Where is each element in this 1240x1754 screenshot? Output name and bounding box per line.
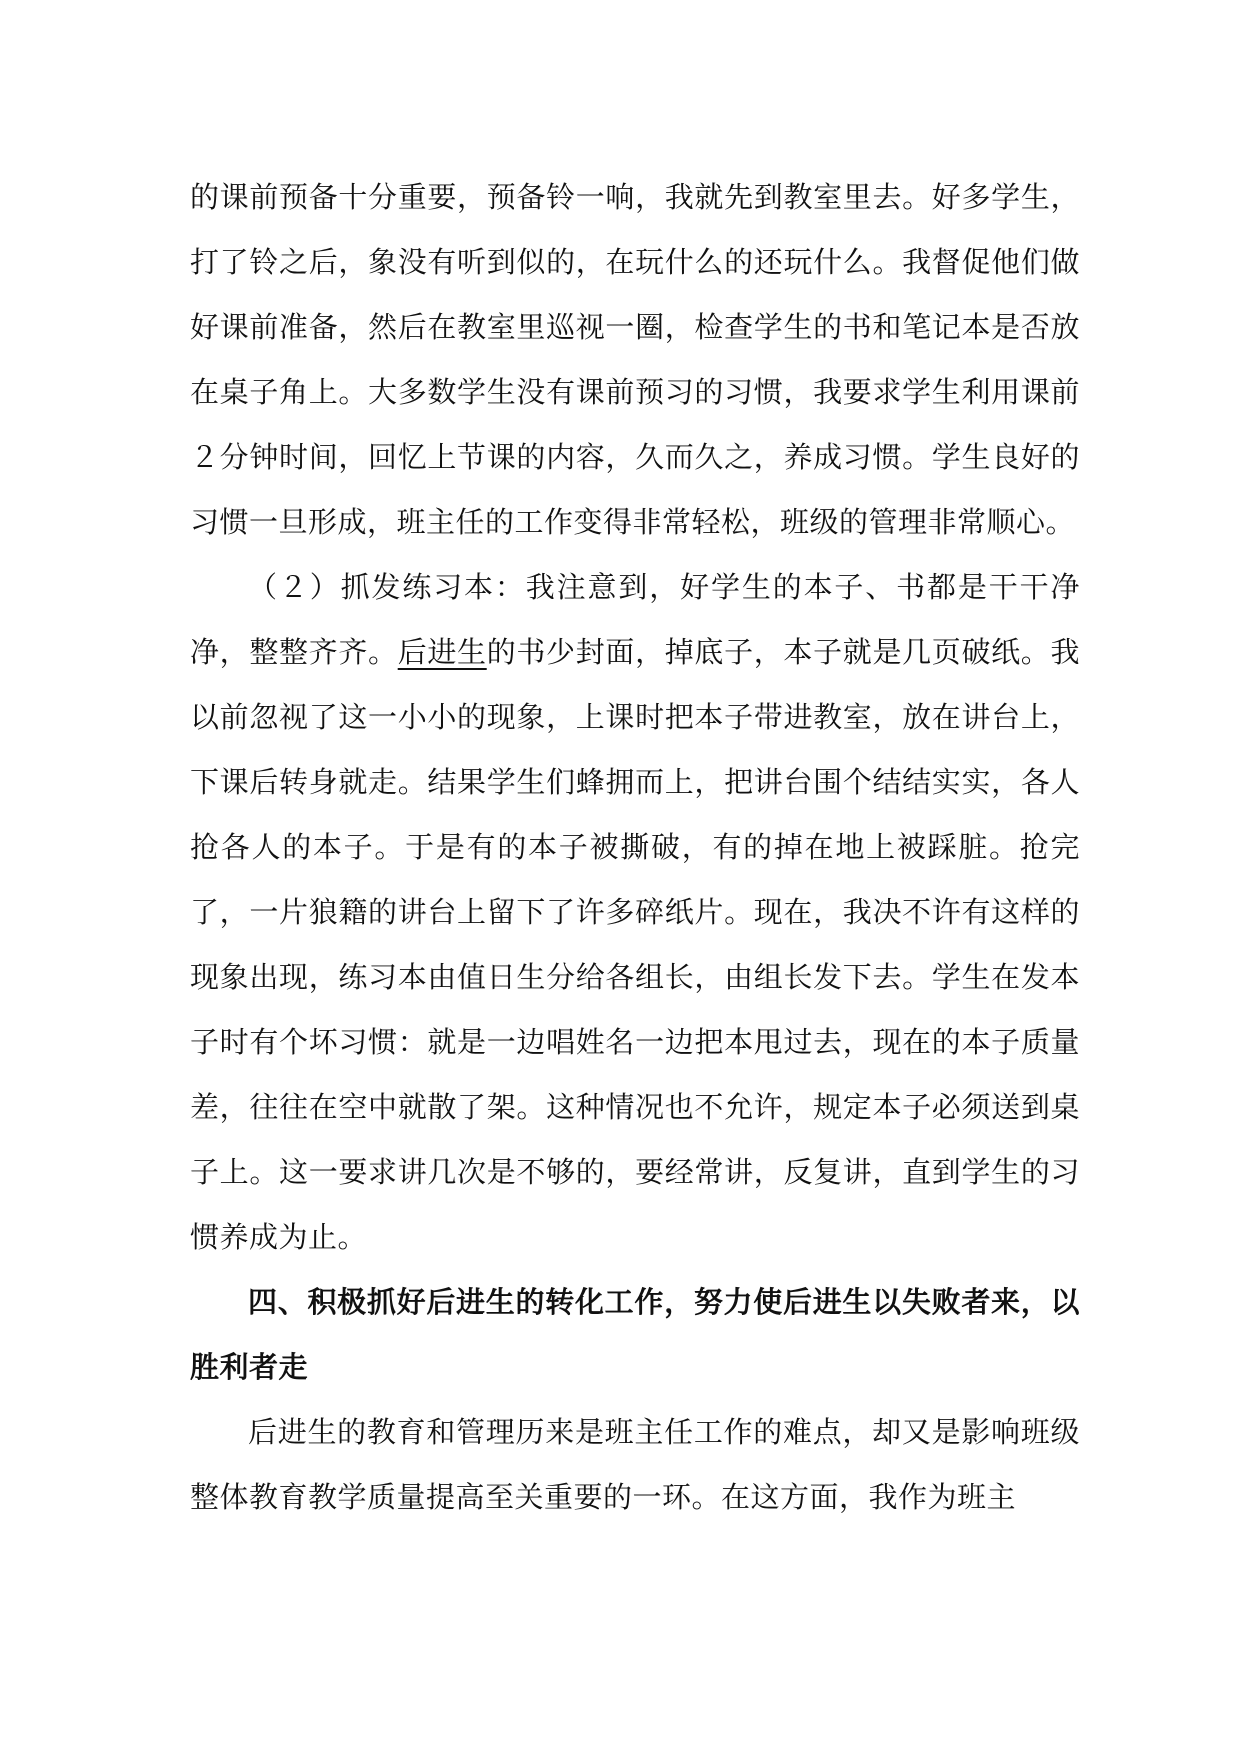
paragraph-3-text: 后进生的教育和管理历来是班主任工作的难点，却又是影响班级整体教育教学质量提高至关重要的一环。在这方面，我作为班主 [190,1415,1080,1514]
paragraph-1-text: 的课前预备十分重要，预备铃一响，我就先到教室里去。好多学生，打了铃之后，象没有听到似的，在玩什么的还玩什么。我督促他们做好课前准备，然后在教室里巡视一圈，检查学生的书和笔记本是否放在桌子角上。大多数学生没有课前预习的习惯，我要求学生利用课前２分钟时间，回忆上节课的内容，久而久之，养成习惯。学生良好的习惯一旦形成，班主任的工作变得非常轻松，班级的管理非常顺心。 [190,180,1080,539]
document-body [190,165,1080,1530]
paragraph-3 [190,1400,1080,1530]
section-heading-text: 四、积极抓好后进生的转化工作，努力使后进生以失败者来，以胜利者走 [190,1285,1080,1384]
paragraph-2-text-after: 的书少封面，掉底子，本子就是几页破纸。我以前忽视了这一小小的现象，上课时把本子带进教室，放在讲台上，下课后转身就走。结果学生们蜂拥而上，把讲台围个结结实实，各人抢各人的本子。于是有的本子被撕破，有的掉在地上被踩脏。抢完了，一片狼籍的讲台上留下了许多碎纸片。现在，我决不许有这样的现象出现，练习本由值日生分给各组长，由组长发下去。学生在发本子时有个坏习惯：就是一边唱姓名一边把本甩过去，现在的本子质量差，往往在空中就散了架。这种情况也不允许，规定本子必须送到桌子上。这一要求讲几次是不够的，要经常讲，反复讲，直到学生的习惯养成为止。 [190,635,1080,1254]
underlined-term: 后进生 [397,635,487,669]
paragraph-2 [190,555,1080,1270]
paragraph-2-text-before: （２）抓发练习本：我注意到，好学生的本子、书都是干干净净，整整齐齐。 [190,570,1080,669]
paragraph-1 [190,165,1080,555]
section-heading [190,1270,1080,1400]
